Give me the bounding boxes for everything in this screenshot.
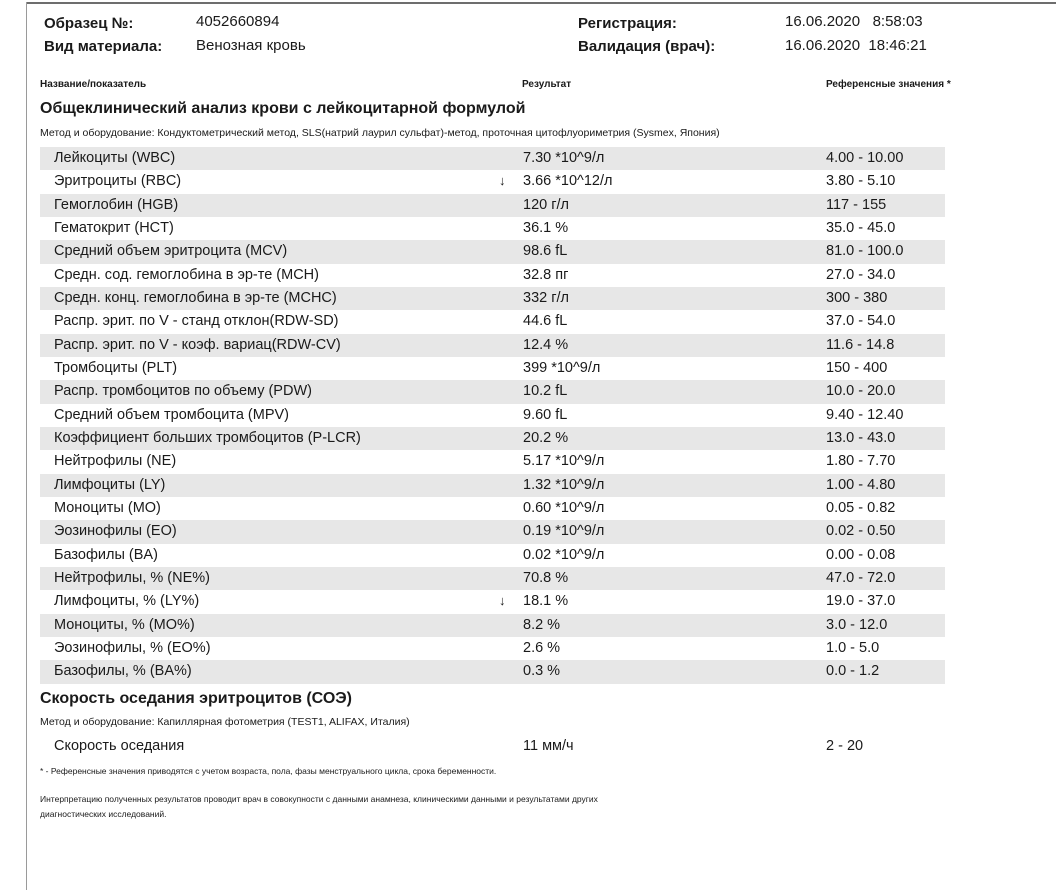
test-result: 120 г/л xyxy=(523,196,569,213)
material-label: Вид материала: xyxy=(44,38,163,55)
table-row xyxy=(40,287,945,310)
test-name: Нейтрофилы, % (NE%) xyxy=(54,569,210,586)
test-name: Моноциты (MO) xyxy=(54,499,161,516)
test-reference: 117 - 155 xyxy=(826,196,887,213)
cbc-results-table xyxy=(40,147,945,684)
table-row xyxy=(40,264,945,287)
test-reference: 300 - 380 xyxy=(826,289,888,306)
test-result: 399 *10^9/л xyxy=(523,359,601,376)
test-reference: 11.6 - 14.8 xyxy=(826,336,895,353)
test-name: Базофилы (BA) xyxy=(54,546,158,563)
table-row xyxy=(40,380,945,403)
test-name: Средн. сод. гемоглобина в эр-те (MCH) xyxy=(54,266,319,283)
test-name: Средний объем эритроцита (MCV) xyxy=(54,243,288,260)
table-row xyxy=(40,334,945,357)
sample-number-label: Образец №: xyxy=(44,15,134,32)
test-result: 70.8 % xyxy=(523,569,569,586)
test-reference: 3.80 - 5.10 xyxy=(826,173,896,190)
interpretation-note-line2: диагностических исследований. xyxy=(40,809,167,819)
test-result: 2.6 % xyxy=(523,639,561,656)
table-row xyxy=(40,357,945,380)
test-result: 5.17 *10^9/л xyxy=(523,453,605,470)
test-result: 32.8 пг xyxy=(523,266,569,283)
table-row xyxy=(40,240,945,263)
test-result: 332 г/л xyxy=(523,289,569,306)
table-row xyxy=(40,544,945,567)
test-name: Гематокрит (HCT) xyxy=(54,219,174,236)
table-row xyxy=(40,194,945,217)
test-name: Нейтрофилы (NE) xyxy=(54,453,177,470)
test-result: 98.6 fL xyxy=(523,243,568,260)
material-value: Венозная кровь xyxy=(196,37,306,54)
test-reference: 13.0 - 43.0 xyxy=(826,429,896,446)
test-reference: 1.0 - 5.0 xyxy=(826,639,880,656)
test-reference: 0.0 - 1.2 xyxy=(826,663,880,680)
low-flag-icon: ↓ xyxy=(499,173,506,189)
esr-method: Метод и оборудование: Капиллярная фотометрия (TEST1, ALIFAX, Италия) xyxy=(40,716,410,728)
test-reference: 1.00 - 4.80 xyxy=(826,476,896,493)
test-result: 10.2 fL xyxy=(523,383,568,400)
table-row xyxy=(40,217,945,240)
table-row xyxy=(40,170,945,193)
esr-reference: 2 - 20 xyxy=(826,738,864,754)
test-name: Распр. эрит. по V - коэф. вариац(RDW-CV) xyxy=(54,336,341,353)
test-result: 1.32 *10^9/л xyxy=(523,476,605,493)
validation-value: 16.06.2020 18:46:21 xyxy=(785,37,927,54)
test-reference: 9.40 - 12.40 xyxy=(826,406,904,423)
test-reference: 47.0 - 72.0 xyxy=(826,569,896,586)
test-reference: 0.02 - 0.50 xyxy=(826,523,896,540)
test-name: Эритроциты (RBC) xyxy=(54,173,182,190)
reference-footnote: * - Референсные значения приводятся с учетом возраста, пола, фазы менструального цикла, срока беременности. xyxy=(40,766,497,776)
table-row xyxy=(40,404,945,427)
test-reference: 35.0 - 45.0 xyxy=(826,219,896,236)
table-row xyxy=(40,520,945,543)
test-result: 12.4 % xyxy=(523,336,569,353)
table-row xyxy=(40,450,945,473)
test-reference: 19.0 - 37.0 xyxy=(826,593,896,610)
test-reference: 4.00 - 10.00 xyxy=(826,150,904,166)
table-row xyxy=(40,590,945,613)
test-reference: 81.0 - 100.0 xyxy=(826,243,904,260)
interpretation-note-line1: Интерпретацию полученных результатов проводит врач в совокупности с данными анамнеза, клиническими данными и результатами других xyxy=(40,794,598,804)
registration-value: 16.06.2020 8:58:03 xyxy=(785,13,923,30)
low-flag-icon: ↓ xyxy=(499,593,506,609)
page-top-border xyxy=(26,2,1056,4)
table-row xyxy=(40,660,945,683)
test-reference: 1.80 - 7.70 xyxy=(826,453,896,470)
test-result: 0.60 *10^9/л xyxy=(523,499,605,516)
test-name: Лимфоциты (LY) xyxy=(54,476,166,493)
validation-label: Валидация (врач): xyxy=(578,38,716,55)
test-result: 0.3 % xyxy=(523,663,561,680)
test-name: Базофилы, % (BA%) xyxy=(54,663,192,680)
esr-name: Скорость оседания xyxy=(54,738,185,754)
table-row xyxy=(40,637,945,660)
cbc-section-title: Общеклинический анализ крови с лейкоцитарной формулой xyxy=(40,100,526,117)
test-result: 20.2 % xyxy=(523,429,569,446)
table-row xyxy=(40,497,945,520)
test-result: 44.6 fL xyxy=(523,313,568,330)
test-name: Лейкоциты (WBC) xyxy=(54,150,176,166)
test-name: Коэффициент больших тромбоцитов (P-LCR) xyxy=(54,429,361,446)
test-result: 3.66 *10^12/л xyxy=(523,173,613,190)
test-reference: 3.0 - 12.0 xyxy=(826,616,888,633)
test-name: Тромбоциты (PLT) xyxy=(54,359,178,376)
test-name: Моноциты, % (MO%) xyxy=(54,616,195,633)
test-name: Лимфоциты, % (LY%) xyxy=(54,593,200,610)
test-reference: 37.0 - 54.0 xyxy=(826,313,896,330)
test-result: 7.30 *10^9/л xyxy=(523,150,605,166)
test-reference: 10.0 - 20.0 xyxy=(826,383,896,400)
table-row xyxy=(40,614,945,637)
test-reference: 0.00 - 0.08 xyxy=(826,546,896,563)
registration-label: Регистрация: xyxy=(578,15,677,32)
esr-section-title: Скорость оседания эритроцитов (СОЭ) xyxy=(40,690,352,707)
test-name: Распр. тромбоцитов по объему (PDW) xyxy=(54,383,312,400)
test-result: 0.19 *10^9/л xyxy=(523,523,605,540)
test-result: 36.1 % xyxy=(523,219,569,236)
test-name: Распр. эрит. по V - станд отклон(RDW-SD) xyxy=(54,313,339,330)
test-name: Эозинофилы, % (EO%) xyxy=(54,639,211,656)
test-result: 9.60 fL xyxy=(523,406,568,423)
cbc-method: Метод и оборудование: Кондуктометрический метод, SLS(натрий лаурил сульфат)-метод, проточная цитофлуориметрия (Sysmex, Япония) xyxy=(40,127,720,139)
test-name: Средн. конц. гемоглобина в эр-те (MCHC) xyxy=(54,289,337,306)
test-name: Средний объем тромбоцита (MPV) xyxy=(54,406,289,423)
esr-result: 11 мм/ч xyxy=(523,738,574,754)
test-reference: 150 - 400 xyxy=(826,359,888,376)
table-row xyxy=(40,147,945,170)
sample-number-value: 4052660894 xyxy=(196,13,280,30)
column-header-result: Результат xyxy=(522,79,572,90)
test-result: 0.02 *10^9/л xyxy=(523,546,605,563)
test-name: Гемоглобин (HGB) xyxy=(54,196,179,213)
table-row xyxy=(40,474,945,497)
column-header-reference: Референсные значения * xyxy=(826,79,951,90)
page-left-border xyxy=(26,2,27,890)
test-reference: 27.0 - 34.0 xyxy=(826,266,896,283)
test-reference: 0.05 - 0.82 xyxy=(826,499,896,516)
column-header-name: Название/показатель xyxy=(40,79,147,90)
test-result: 18.1 % xyxy=(523,593,569,610)
table-row xyxy=(40,427,945,450)
test-result: 8.2 % xyxy=(523,616,561,633)
table-row xyxy=(40,567,945,590)
table-row xyxy=(40,310,945,333)
test-name: Эозинофилы (EO) xyxy=(54,523,177,540)
esr-row xyxy=(40,736,945,758)
